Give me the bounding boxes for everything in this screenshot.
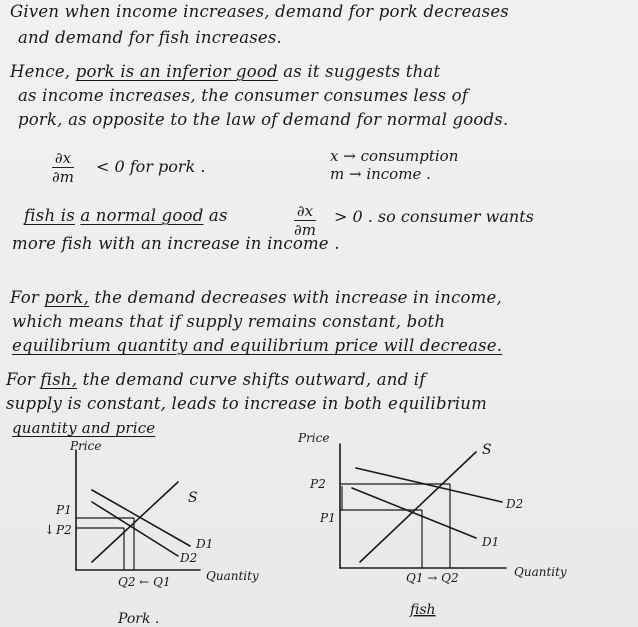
- text-line-7: more fish with an increase in income .: [12, 234, 340, 253]
- fish-supply-label: S: [482, 442, 492, 458]
- legend-m-income: m → income .: [330, 165, 431, 183]
- pork-demand-curve-2: [92, 502, 178, 556]
- pork-demand-1-label: D1: [196, 537, 214, 551]
- fish-demand-2-label: D2: [506, 497, 524, 511]
- text-for: For: [10, 288, 39, 307]
- pork-decrease-arrow: ↓: [44, 523, 55, 538]
- pork-quantity-shift-label: Q2 ← Q1: [118, 575, 171, 589]
- text-as: as: [208, 206, 228, 225]
- fish-supply-demand-graph: [296, 428, 626, 627]
- text-line-1: Given when income increases, demand for pork decreases: [10, 2, 509, 21]
- text-fish-statement: the demand curve shifts outward, and if: [77, 370, 426, 389]
- fish-y-axis-label: Price: [298, 431, 330, 445]
- pork-derivative: [52, 150, 74, 185]
- fish-x-axis-label: Quantity: [514, 565, 567, 579]
- fish-supply-curve: [360, 452, 476, 562]
- fish-demand-1-label: D1: [482, 535, 500, 549]
- pork-price-1-label: P1: [56, 503, 72, 517]
- pork-derivative-denominator: ∂m: [52, 168, 74, 186]
- pork-supply-label: S: [188, 490, 198, 506]
- pork-x-axis-label: Quantity: [206, 569, 259, 583]
- text-line-11: [6, 370, 426, 390]
- text-line-8: [10, 288, 502, 308]
- fish-derivative-denominator: ∂m: [294, 221, 316, 239]
- text-pork: pork,: [44, 288, 90, 307]
- text-line-4: as income increases, the consumer consumes less of: [18, 86, 469, 105]
- fish-demand-curve-1: [352, 488, 476, 538]
- text-for: For: [6, 370, 35, 389]
- text-fish: fish,: [40, 370, 78, 389]
- text-line-13: quantity and price: [12, 419, 156, 437]
- text-line-5: pork, as opposite to the law of demand for normal goods.: [18, 110, 509, 129]
- text-line-10: equilibrium quantity and equilibrium price will decrease.: [12, 336, 503, 355]
- normal-good-statement: a normal good: [80, 206, 204, 225]
- fish-derivative-numerator: ∂x: [296, 202, 314, 220]
- fish-graph-caption: fish: [410, 602, 436, 618]
- pork-demand-2-label: D2: [180, 551, 198, 565]
- legend-x-consumption: x → consumption: [330, 147, 459, 165]
- pork-derivative-relation: < 0 for pork .: [96, 157, 206, 176]
- text-line-6: [24, 206, 228, 226]
- pork-y-axis-label: Price: [70, 439, 102, 453]
- inferior-good-statement: pork is an inferior good: [75, 62, 278, 81]
- text-line-9: which means that if supply remains constant, both: [12, 312, 446, 331]
- fish-derivative: [294, 203, 316, 238]
- text-pork-statement: the demand decreases with increase in income,: [89, 288, 502, 307]
- fish-quantity-shift-label: Q1 → Q2: [406, 571, 459, 585]
- fish-price-2-label: P2: [310, 477, 326, 491]
- text-suggests: as it suggests that: [283, 62, 441, 81]
- text-fish-is: fish is: [24, 206, 75, 225]
- pork-supply-curve: [92, 482, 178, 562]
- text-line-2: and demand for fish increases.: [18, 28, 282, 47]
- text-line-3: [10, 62, 440, 82]
- pork-supply-demand-graph: [0, 430, 320, 627]
- fish-derivative-relation: > 0 . so consumer wants: [334, 207, 534, 226]
- pork-derivative-numerator: ∂x: [54, 149, 72, 167]
- text-hence: Hence,: [10, 62, 71, 81]
- text-line-12: supply is constant, leads to increase in both equilibrium: [6, 394, 487, 413]
- fish-price-1-label: P1: [320, 511, 336, 525]
- pork-price-2-label: P2: [56, 523, 72, 537]
- pork-graph-caption: Pork .: [118, 611, 160, 627]
